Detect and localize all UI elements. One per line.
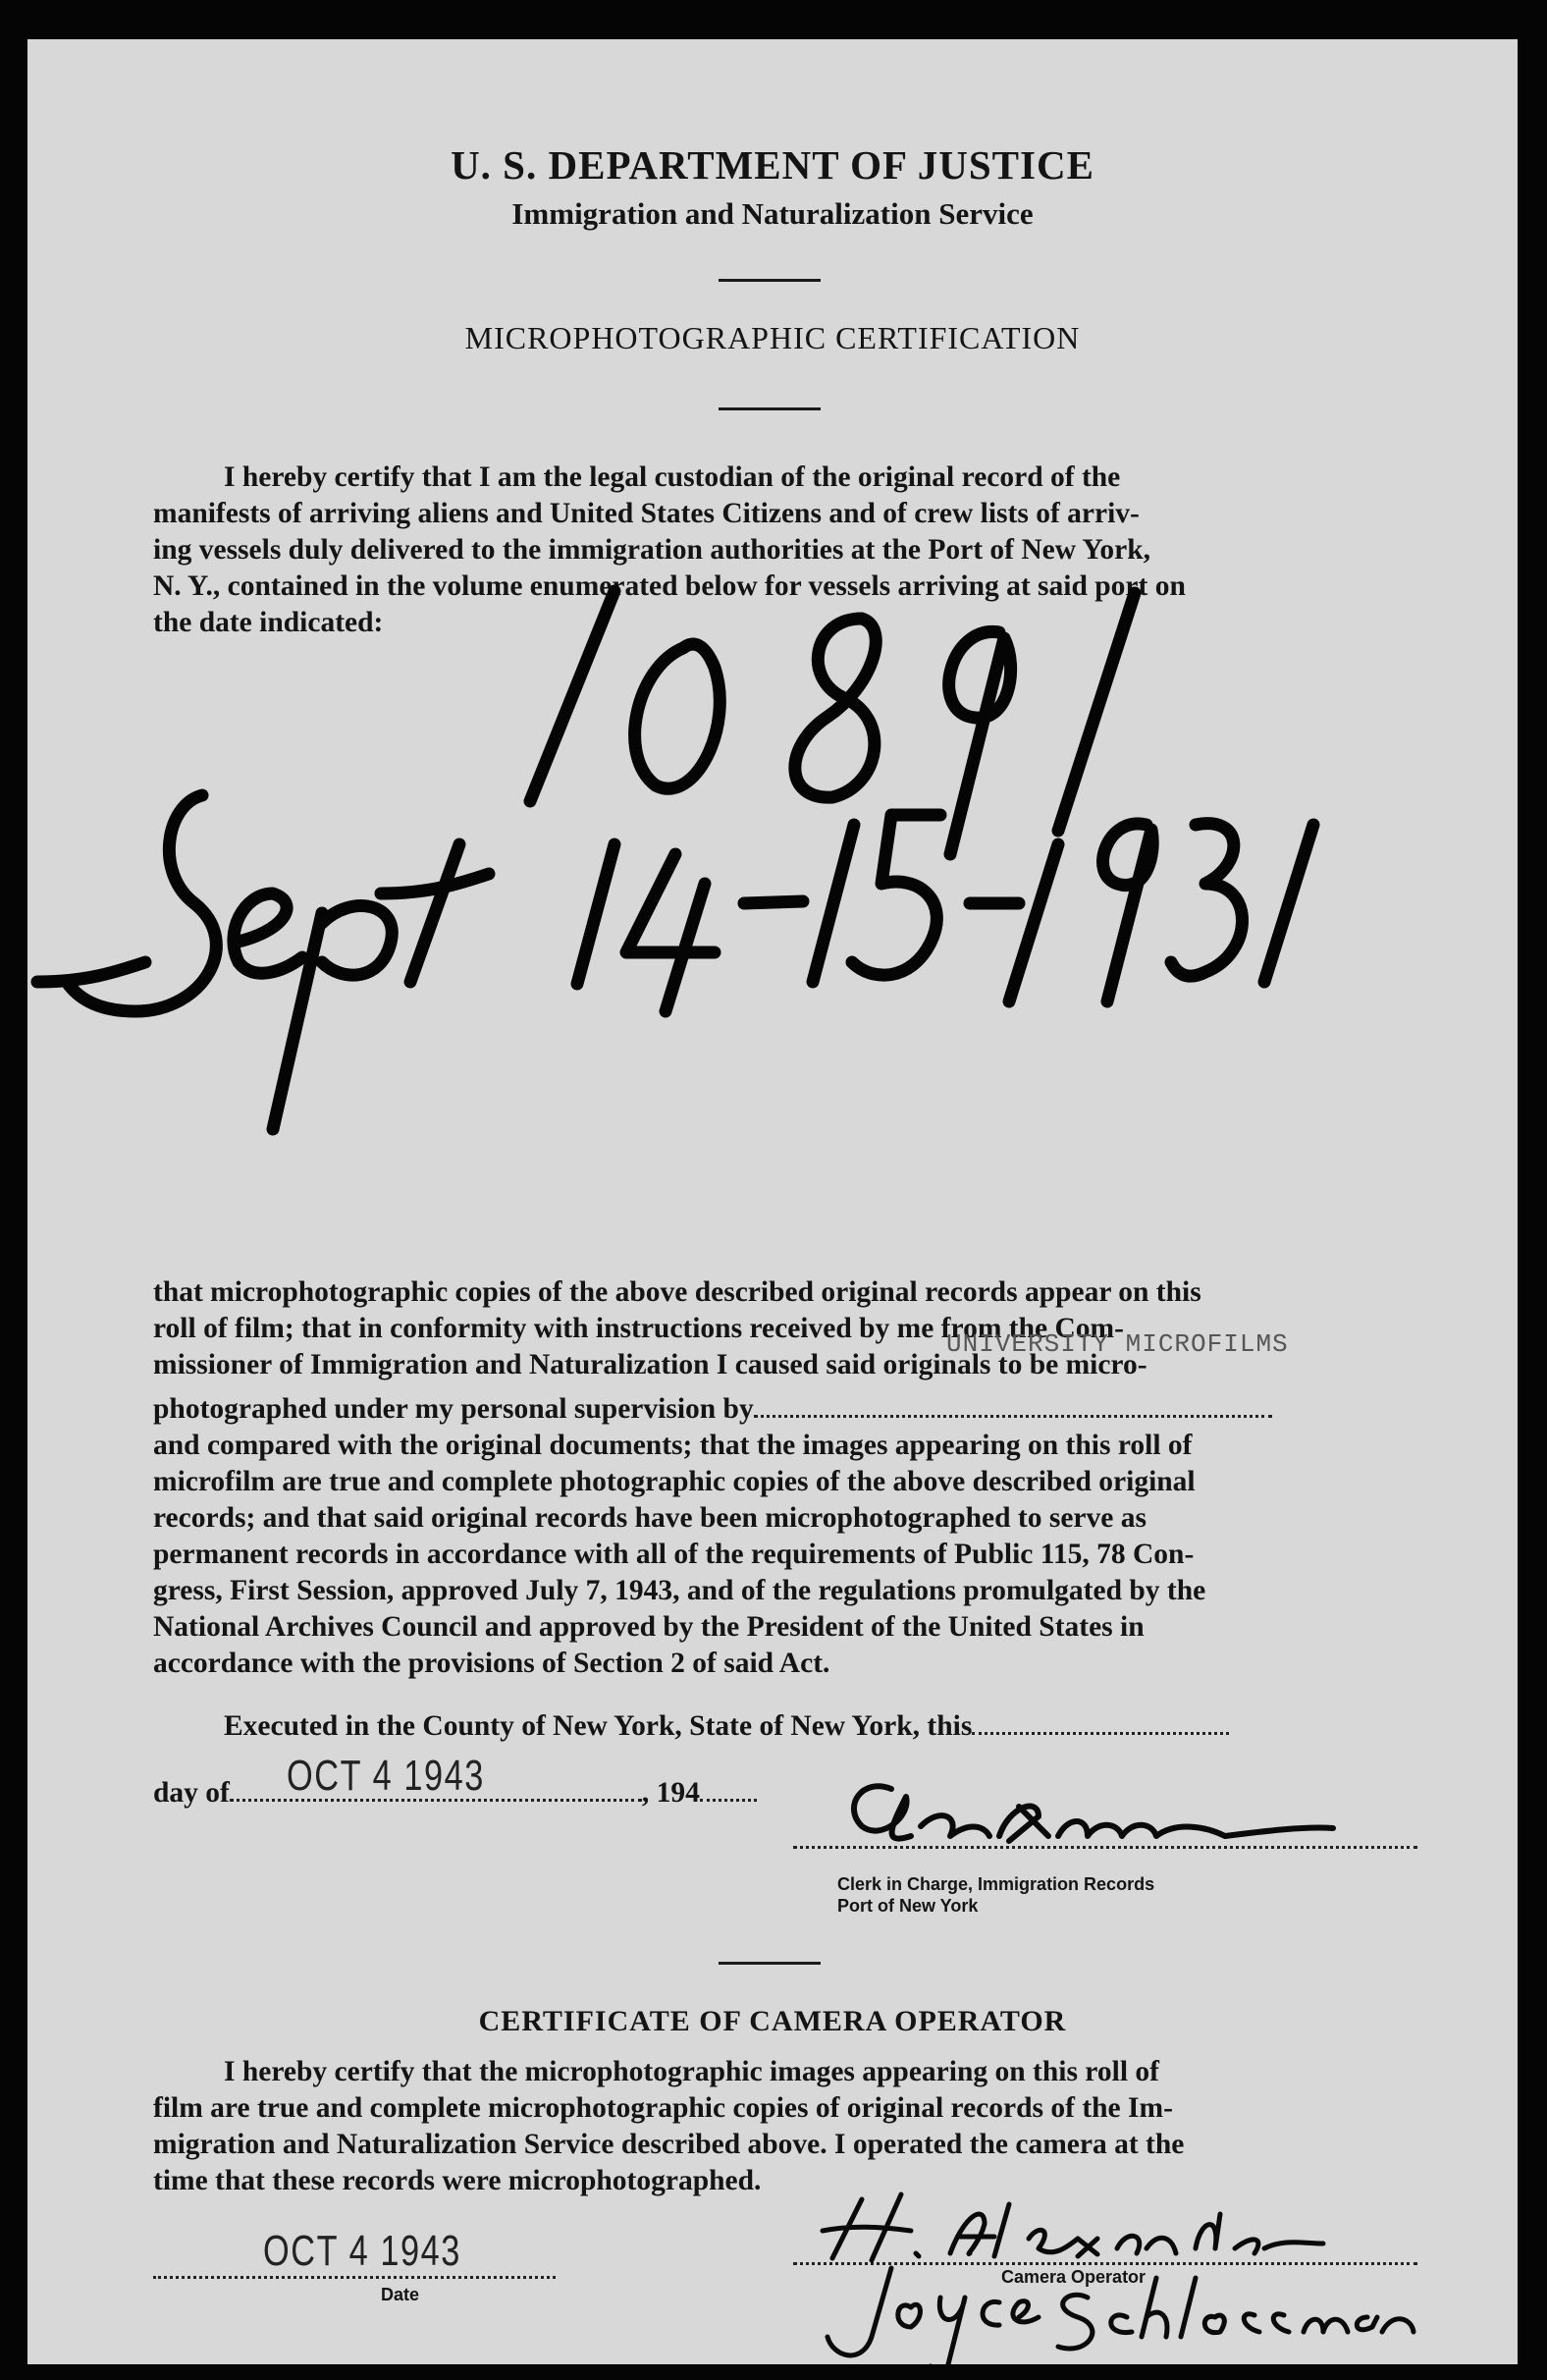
day-label: day of <box>153 1777 230 1809</box>
text-line: migration and Naturalization Service described above. I operated the camera at the <box>153 2129 1185 2160</box>
text-line: the date indicated: <box>153 607 384 638</box>
supervision-stamp: UNIVERSITY MICROFILMS <box>946 1329 1289 1359</box>
year-suffix: , 194 <box>641 1777 700 1809</box>
text-line: and compared with the original documents; that the images appearing on this roll of <box>153 1430 1193 1461</box>
text-line: film are true and complete microphotographic copies of original records of the Im- <box>153 2092 1173 2124</box>
text-line: that microphotographic copies of the above described original records appear on this <box>153 1276 1201 1308</box>
text-line: ing vessels duly delivered to the immigration authorities at the Port of New York, <box>153 534 1151 566</box>
date-stamp: OCT 4 1943 <box>287 1752 485 1800</box>
certificate-page <box>27 39 1518 2364</box>
camera-certificate-title: CERTIFICATE OF CAMERA OPERATOR <box>478 2005 1067 2037</box>
date-label: Date <box>381 2285 420 2304</box>
text-line: records; and that said original records have been microphotographed to serve as <box>153 1502 1147 1534</box>
clerk-port-text: Port of New York <box>837 1896 979 1916</box>
clerk-title-text: Clerk in Charge, Immigration Records <box>837 1874 1155 1894</box>
text-line: I hereby certify that the microphotographic images appearing on this roll of <box>224 2056 1159 2087</box>
camera-date-stamp: OCT 4 1943 <box>263 2227 461 2275</box>
service-subheading: Immigration and Naturalization Service <box>511 196 1034 231</box>
text-line: time that these records were microphotographed. <box>153 2165 762 2196</box>
text-line: N. Y., contained in the volume enumerated below for vessels arriving at said port on <box>153 570 1186 602</box>
executed-text: Executed in the County of New York, State of New York, this <box>224 1710 973 1742</box>
text-line: accordance with the provisions of Section 2 of said Act. <box>153 1648 830 1679</box>
text-line: manifests of arriving aliens and United States Citizens and of crew lists of arriv- <box>153 498 1140 529</box>
supervision-label: photographed under my personal supervision by <box>153 1393 754 1425</box>
text-line: National Archives Council and approved by the President of the United States in <box>153 1611 1145 1643</box>
text-line: missioner of Immigration and Naturalization I caused said originals to be micro- <box>153 1349 1147 1380</box>
department-heading: U. S. DEPARTMENT OF JUSTICE <box>451 142 1094 188</box>
text-line: I hereby certify that I am the legal custodian of the original record of the <box>224 461 1121 493</box>
text-line: permanent records in accordance with all of the requirements of Public 115, 78 Con- <box>153 1539 1195 1570</box>
text-line: roll of film; that in conformity with instructions received by me from the Com- <box>153 1313 1124 1344</box>
text-line: gress, First Session, approved July 7, 1943, and of the regulations promulgated by the <box>153 1575 1206 1606</box>
text-line: microfilm are true and complete photographic copies of the above described original <box>153 1466 1196 1497</box>
certification-title: MICROPHOTOGRAPHIC CERTIFICATION <box>464 320 1081 355</box>
camera-operator-label: Camera Operator <box>1001 2267 1147 2287</box>
operator-signatures <box>27 39 1518 2364</box>
